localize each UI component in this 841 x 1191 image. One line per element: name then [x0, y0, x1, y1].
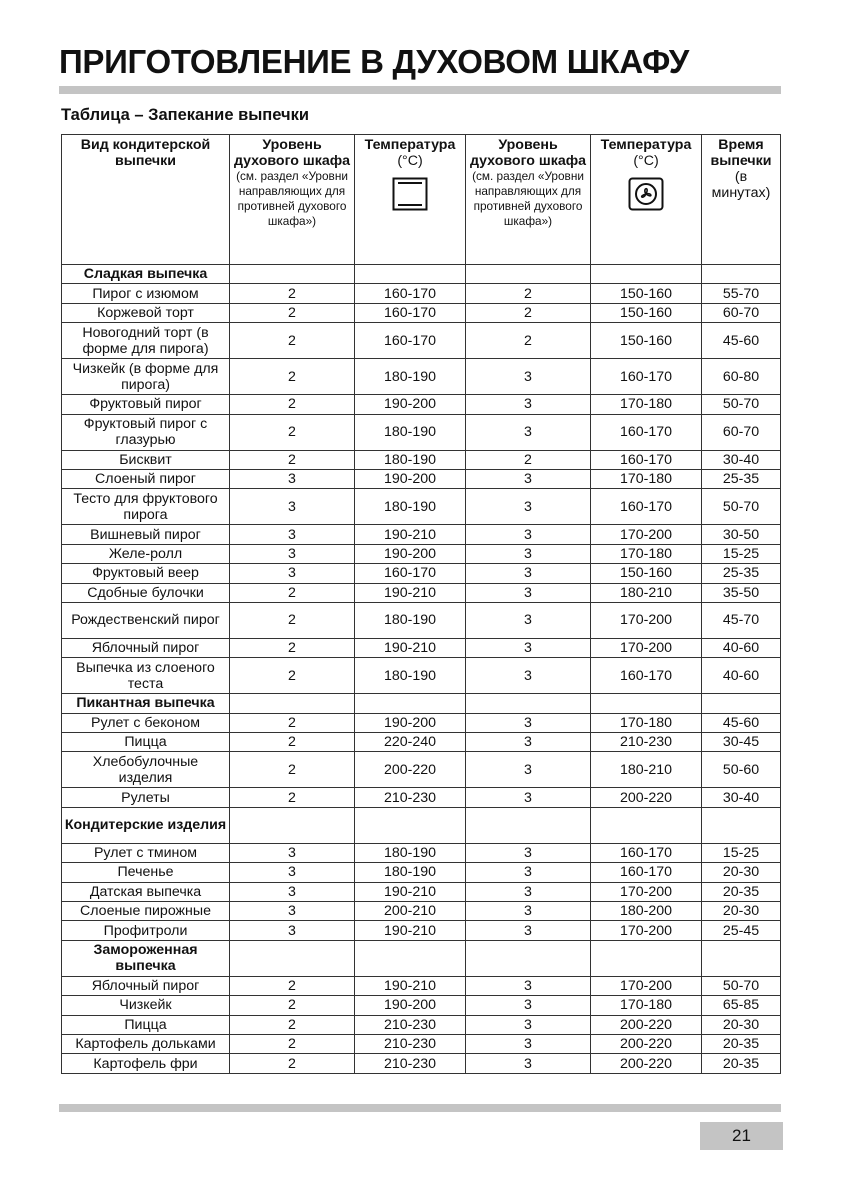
level-conventional-cell: 3 [230, 863, 355, 882]
level-conventional-cell: 2 [230, 788, 355, 807]
header-temp-conventional [355, 135, 466, 265]
pastry-name-cell: Тесто для фруктового пирога [62, 489, 230, 525]
table-row [62, 976, 781, 995]
header-temp-label: Температура [600, 137, 692, 153]
fan-mode-icon [628, 177, 664, 211]
temp-fan-cell: 160-170 [591, 450, 702, 469]
baking-time-cell: 45-70 [702, 602, 781, 638]
temp-fan-cell [591, 940, 702, 976]
level-fan-cell: 3 [466, 544, 591, 563]
baking-time-cell: 25-35 [702, 564, 781, 583]
temp-fan-cell: 160-170 [591, 658, 702, 694]
section-row [62, 265, 781, 284]
baking-time-cell: 25-35 [702, 469, 781, 488]
table-row [62, 1034, 781, 1053]
level-fan-cell: 3 [466, 1034, 591, 1053]
header-level-label: Уровень духового шкафа [233, 137, 351, 169]
pastry-name-cell: Яблочный пирог [62, 976, 230, 995]
header-pastry-type [62, 135, 230, 265]
baking-time-cell: 40-60 [702, 638, 781, 657]
pastry-name-cell: Картофель дольками [62, 1034, 230, 1053]
temp-conventional-cell: 180-190 [355, 843, 466, 862]
level-conventional-cell: 3 [230, 525, 355, 544]
pastry-name-cell: Коржевой торт [62, 303, 230, 322]
level-conventional-cell: 2 [230, 414, 355, 450]
temp-fan-cell: 170-200 [591, 638, 702, 657]
section-row [62, 940, 781, 976]
pastry-name-cell: Вишневый пирог [62, 525, 230, 544]
level-conventional-cell: 3 [230, 489, 355, 525]
level-fan-cell: 3 [466, 921, 591, 940]
level-conventional-cell: 3 [230, 469, 355, 488]
temp-conventional-cell: 160-170 [355, 284, 466, 303]
temp-conventional-cell: 180-190 [355, 489, 466, 525]
level-fan-cell: 3 [466, 583, 591, 602]
temp-fan-cell: 170-200 [591, 602, 702, 638]
temp-fan-cell: 160-170 [591, 359, 702, 395]
temp-fan-cell: 180-210 [591, 752, 702, 788]
baking-time-cell: 15-25 [702, 544, 781, 563]
baking-time-cell [702, 265, 781, 284]
baking-time-cell: 60-80 [702, 359, 781, 395]
temp-conventional-cell [355, 694, 466, 713]
baking-time-cell: 65-85 [702, 996, 781, 1015]
temp-conventional-cell: 190-200 [355, 713, 466, 732]
table-body [62, 265, 781, 1074]
baking-time-cell: 20-35 [702, 1054, 781, 1073]
table-row [62, 1015, 781, 1034]
section-title: Сладкая выпечка [62, 265, 230, 284]
temp-conventional-cell: 210-230 [355, 1015, 466, 1034]
page-title: ПРИГОТОВЛЕНИЕ В ДУХОВОМ ШКАФУ [59, 43, 689, 80]
level-fan-cell: 3 [466, 525, 591, 544]
baking-time-cell: 30-40 [702, 450, 781, 469]
header-temp-fan [591, 135, 702, 265]
pastry-name-cell: Новогодний торт (в форме для пирога) [62, 323, 230, 359]
level-conventional-cell: 2 [230, 976, 355, 995]
temp-fan-cell [591, 807, 702, 843]
level-fan-cell [466, 807, 591, 843]
level-conventional-cell: 2 [230, 713, 355, 732]
temp-conventional-cell: 210-230 [355, 1034, 466, 1053]
temp-conventional-cell: 190-200 [355, 469, 466, 488]
level-conventional-cell: 2 [230, 733, 355, 752]
temp-conventional-cell: 190-210 [355, 638, 466, 657]
temp-fan-cell: 200-220 [591, 1054, 702, 1073]
pastry-name-cell: Картофель фри [62, 1054, 230, 1073]
table-caption: Таблица – Запекание выпечки [61, 106, 310, 124]
table-row [62, 489, 781, 525]
temp-conventional-cell: 160-170 [355, 564, 466, 583]
pastry-name-cell: Выпечка из слоеного теста [62, 658, 230, 694]
baking-time-cell: 45-60 [702, 713, 781, 732]
baking-time-cell: 50-70 [702, 976, 781, 995]
temp-fan-cell: 180-200 [591, 902, 702, 921]
level-fan-cell: 2 [466, 450, 591, 469]
table-row [62, 395, 781, 414]
temp-conventional-cell [355, 940, 466, 976]
temp-conventional-cell: 180-190 [355, 359, 466, 395]
level-fan-cell: 3 [466, 414, 591, 450]
pastry-name-cell: Фруктовый пирог [62, 395, 230, 414]
table-row [62, 1054, 781, 1073]
level-fan-cell: 3 [466, 976, 591, 995]
table-row [62, 658, 781, 694]
temp-fan-cell: 170-200 [591, 976, 702, 995]
level-fan-cell: 3 [466, 713, 591, 732]
level-fan-cell: 3 [466, 359, 591, 395]
temp-fan-cell: 210-230 [591, 733, 702, 752]
baking-time-cell: 20-35 [702, 1034, 781, 1053]
temp-fan-cell: 200-220 [591, 1034, 702, 1053]
table-row [62, 752, 781, 788]
pastry-name-cell: Желе-ролл [62, 544, 230, 563]
temp-fan-cell: 200-220 [591, 1015, 702, 1034]
temp-conventional-cell: 180-190 [355, 602, 466, 638]
table-row [62, 882, 781, 901]
temp-fan-cell: 200-220 [591, 788, 702, 807]
level-conventional-cell: 2 [230, 996, 355, 1015]
section-row [62, 694, 781, 713]
table-row [62, 843, 781, 862]
baking-time-cell [702, 694, 781, 713]
temp-fan-cell: 160-170 [591, 843, 702, 862]
temp-conventional-cell: 200-220 [355, 752, 466, 788]
temp-conventional-cell: 180-190 [355, 450, 466, 469]
temp-conventional-cell: 180-190 [355, 414, 466, 450]
pastry-name-cell: Бисквит [62, 450, 230, 469]
temp-fan-cell: 160-170 [591, 414, 702, 450]
level-fan-cell [466, 694, 591, 713]
table-row [62, 303, 781, 322]
level-fan-cell: 3 [466, 788, 591, 807]
level-conventional-cell: 2 [230, 638, 355, 657]
temp-conventional-cell: 190-210 [355, 976, 466, 995]
pastry-name-cell: Слоеные пирожные [62, 902, 230, 921]
baking-time-cell: 20-30 [702, 902, 781, 921]
level-conventional-cell: 3 [230, 882, 355, 901]
level-fan-cell: 3 [466, 564, 591, 583]
baking-time-cell: 20-30 [702, 863, 781, 882]
level-conventional-cell: 3 [230, 564, 355, 583]
temp-conventional-cell: 220-240 [355, 733, 466, 752]
temp-conventional-cell: 190-200 [355, 395, 466, 414]
temp-conventional-cell: 190-210 [355, 882, 466, 901]
table-row [62, 921, 781, 940]
temp-conventional-cell: 190-210 [355, 525, 466, 544]
temp-conventional-cell: 160-170 [355, 303, 466, 322]
temp-fan-cell: 150-160 [591, 564, 702, 583]
temp-fan-cell: 160-170 [591, 489, 702, 525]
pastry-name-cell: Слоеный пирог [62, 469, 230, 488]
table-row [62, 359, 781, 395]
baking-time-cell: 30-45 [702, 733, 781, 752]
temp-conventional-cell: 210-230 [355, 1054, 466, 1073]
pastry-name-cell: Профитроли [62, 921, 230, 940]
table-row [62, 284, 781, 303]
temp-conventional-cell: 160-170 [355, 323, 466, 359]
baking-time-cell: 55-70 [702, 284, 781, 303]
pastry-name-cell: Хлебобулочные изделия [62, 752, 230, 788]
level-fan-cell: 3 [466, 469, 591, 488]
pastry-name-cell: Пирог с изюмом [62, 284, 230, 303]
level-fan-cell: 3 [466, 882, 591, 901]
pastry-name-cell: Пицца [62, 1015, 230, 1034]
temp-fan-cell: 170-180 [591, 996, 702, 1015]
level-conventional-cell: 3 [230, 902, 355, 921]
level-fan-cell: 2 [466, 323, 591, 359]
temp-fan-cell: 150-160 [591, 323, 702, 359]
header-temp-unit: (°C) [397, 153, 423, 169]
temp-fan-cell: 170-200 [591, 882, 702, 901]
top-divider [59, 86, 781, 94]
level-conventional-cell: 2 [230, 450, 355, 469]
temp-fan-cell: 180-210 [591, 583, 702, 602]
temp-conventional-cell: 190-210 [355, 583, 466, 602]
temp-conventional-cell [355, 265, 466, 284]
baking-time-cell: 45-60 [702, 323, 781, 359]
table-row [62, 544, 781, 563]
baking-time-cell: 30-50 [702, 525, 781, 544]
baking-time-cell: 60-70 [702, 414, 781, 450]
temp-fan-cell [591, 694, 702, 713]
temp-fan-cell: 170-180 [591, 395, 702, 414]
temp-fan-cell: 150-160 [591, 284, 702, 303]
pastry-name-cell: Рулеты [62, 788, 230, 807]
pastry-name-cell: Яблочный пирог [62, 638, 230, 657]
temp-fan-cell: 170-180 [591, 544, 702, 563]
pastry-name-cell: Сдобные булочки [62, 583, 230, 602]
header-level-conventional [230, 135, 355, 265]
pastry-name-cell: Рулет с тмином [62, 843, 230, 862]
level-fan-cell: 3 [466, 1054, 591, 1073]
baking-time-cell [702, 807, 781, 843]
baking-time-cell: 15-25 [702, 843, 781, 862]
level-fan-cell: 3 [466, 863, 591, 882]
temp-conventional-cell [355, 807, 466, 843]
table-row [62, 323, 781, 359]
temp-conventional-cell: 190-200 [355, 544, 466, 563]
level-conventional-cell: 2 [230, 1015, 355, 1034]
temp-fan-cell: 160-170 [591, 863, 702, 882]
header-temp-label: Температура [364, 137, 456, 153]
level-conventional-cell: 2 [230, 323, 355, 359]
level-fan-cell: 3 [466, 489, 591, 525]
temp-conventional-cell: 190-210 [355, 921, 466, 940]
baking-time-cell: 60-70 [702, 303, 781, 322]
level-conventional-cell [230, 265, 355, 284]
level-conventional-cell: 2 [230, 658, 355, 694]
temp-fan-cell [591, 265, 702, 284]
table-row [62, 564, 781, 583]
level-fan-cell: 3 [466, 658, 591, 694]
table-row [62, 713, 781, 732]
table-row [62, 450, 781, 469]
pastry-name-cell: Рождественский пирог [62, 602, 230, 638]
table-row [62, 602, 781, 638]
level-fan-cell: 3 [466, 602, 591, 638]
table-row [62, 469, 781, 488]
baking-time-cell: 20-35 [702, 882, 781, 901]
baking-time-cell [702, 940, 781, 976]
level-fan-cell: 3 [466, 395, 591, 414]
header-time-label: Время выпечки [710, 137, 772, 169]
header-level-note: (см. раздел «Уровни направляющих для противней духового шкафа») [472, 169, 584, 228]
header-level-fan [466, 135, 591, 265]
header-temp-unit: (°C) [633, 153, 659, 169]
pastry-name-cell: Рулет с беконом [62, 713, 230, 732]
level-conventional-cell: 3 [230, 843, 355, 862]
level-conventional-cell: 2 [230, 752, 355, 788]
temp-fan-cell: 170-180 [591, 469, 702, 488]
table-row [62, 525, 781, 544]
level-fan-cell: 2 [466, 284, 591, 303]
pastry-name-cell: Фруктовый веер [62, 564, 230, 583]
header-baking-time [702, 135, 781, 265]
table-row [62, 788, 781, 807]
temp-conventional-cell: 210-230 [355, 788, 466, 807]
temp-fan-cell: 170-200 [591, 525, 702, 544]
level-conventional-cell: 2 [230, 284, 355, 303]
table-row [62, 733, 781, 752]
temp-conventional-cell: 190-200 [355, 996, 466, 1015]
conventional-mode-icon [392, 177, 428, 211]
table-row [62, 583, 781, 602]
level-fan-cell: 3 [466, 843, 591, 862]
baking-time-cell: 50-70 [702, 395, 781, 414]
table-row [62, 902, 781, 921]
level-conventional-cell: 2 [230, 303, 355, 322]
level-fan-cell: 3 [466, 752, 591, 788]
baking-time-cell: 50-60 [702, 752, 781, 788]
level-fan-cell: 2 [466, 303, 591, 322]
baking-time-cell: 20-30 [702, 1015, 781, 1034]
baking-time-cell: 40-60 [702, 658, 781, 694]
level-conventional-cell [230, 807, 355, 843]
level-conventional-cell: 2 [230, 583, 355, 602]
level-conventional-cell: 3 [230, 544, 355, 563]
level-conventional-cell: 3 [230, 921, 355, 940]
pastry-name-cell: Чизкейк [62, 996, 230, 1015]
pastry-name-cell: Чизкейк (в форме для пирога) [62, 359, 230, 395]
level-conventional-cell: 2 [230, 602, 355, 638]
pastry-name-cell: Датская выпечка [62, 882, 230, 901]
baking-time-cell: 25-45 [702, 921, 781, 940]
level-fan-cell [466, 265, 591, 284]
page-number: 21 [700, 1122, 783, 1150]
temp-fan-cell: 150-160 [591, 303, 702, 322]
level-conventional-cell: 2 [230, 395, 355, 414]
pastry-name-cell: Пицца [62, 733, 230, 752]
table-row [62, 996, 781, 1015]
level-conventional-cell: 2 [230, 359, 355, 395]
level-conventional-cell [230, 940, 355, 976]
baking-time-cell: 50-70 [702, 489, 781, 525]
level-fan-cell: 3 [466, 733, 591, 752]
level-conventional-cell [230, 694, 355, 713]
temp-fan-cell: 170-180 [591, 713, 702, 732]
section-title: Кондитерские изделия [62, 807, 230, 843]
header-level-note: (см. раздел «Уровни направляющих для противней духового шкафа») [236, 169, 348, 228]
header-pastry-type-label: Вид кондитерской выпечки [80, 137, 211, 169]
level-fan-cell: 3 [466, 638, 591, 657]
level-conventional-cell: 2 [230, 1054, 355, 1073]
pastry-name-cell: Печенье [62, 863, 230, 882]
header-time-unit: (в минутах) [711, 169, 771, 201]
baking-time-cell: 30-40 [702, 788, 781, 807]
bottom-divider [59, 1104, 781, 1112]
table-row [62, 638, 781, 657]
temp-conventional-cell: 200-210 [355, 902, 466, 921]
section-title: Пикантная выпечка [62, 694, 230, 713]
header-level-label: Уровень духового шкафа [469, 137, 587, 169]
level-fan-cell: 3 [466, 902, 591, 921]
temp-fan-cell: 170-200 [591, 921, 702, 940]
section-row [62, 807, 781, 843]
temp-conventional-cell: 180-190 [355, 863, 466, 882]
section-title: Замороженная выпечка [62, 940, 230, 976]
level-fan-cell: 3 [466, 996, 591, 1015]
level-conventional-cell: 2 [230, 1034, 355, 1053]
baking-table [61, 134, 781, 1074]
table-row [62, 863, 781, 882]
level-fan-cell [466, 940, 591, 976]
level-fan-cell: 3 [466, 1015, 591, 1034]
table-row [62, 414, 781, 450]
temp-conventional-cell: 180-190 [355, 658, 466, 694]
pastry-name-cell: Фруктовый пирог с глазурью [62, 414, 230, 450]
baking-time-cell: 35-50 [702, 583, 781, 602]
